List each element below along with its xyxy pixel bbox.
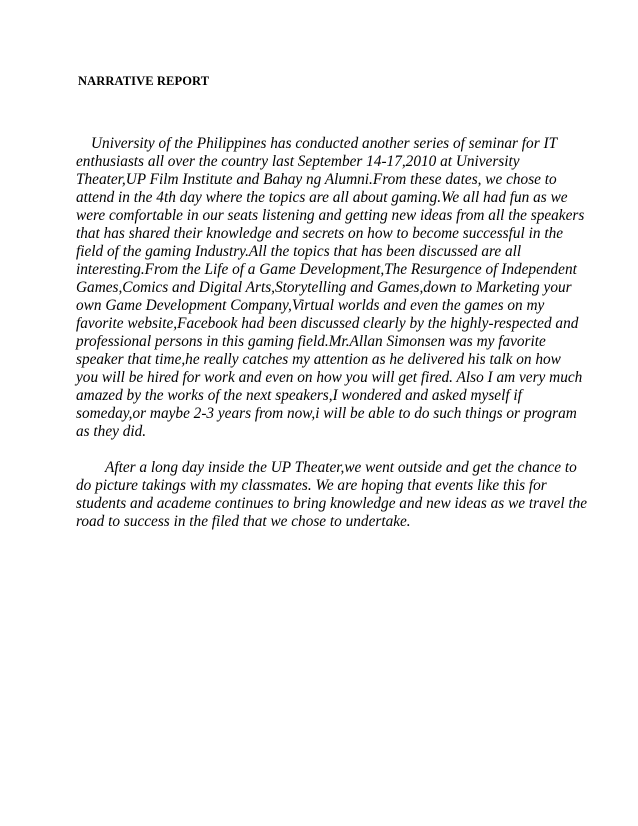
paragraph-1-line: speaker that time,he really catches my attention as he delivered his talk on how xyxy=(76,351,561,368)
paragraph-1-line: Theater,UP Film Institute and Bahay ng Alumni.From these dates, we chose to xyxy=(76,171,557,188)
paragraph-1-line: you will be hired for work and even on how you will get fired. Also I am very much xyxy=(76,369,583,386)
paragraph-2-line: students and academe continues to bring knowledge and new ideas as we travel the xyxy=(76,495,588,512)
paragraph-2-line: do picture takings with my classmates. We are hoping that events like this for xyxy=(76,477,547,494)
paragraph-1-line: own Game Development Company,Virtual worlds and even the games on my xyxy=(76,297,545,314)
paragraph-1-line: enthusiasts all over the country last September 14-17,2010 at University xyxy=(76,153,520,170)
paragraph-1-line: professional persons in this gaming field.Mr.Allan Simonsen was my favorite xyxy=(76,333,546,350)
paragraph-2-line: road to success in the filed that we chose to undertake. xyxy=(76,513,411,530)
paragraph-1-line: amazed by the works of the next speakers,I wondered and asked myself if xyxy=(76,387,522,404)
report-title: NARRATIVE REPORT xyxy=(78,74,210,88)
paragraph-1-line: someday,or maybe 2-3 years from now,i will be able to do such things or program xyxy=(76,405,577,422)
paragraph-1-line: Games,Comics and Digital Arts,Storytelling and Games,down to Marketing your xyxy=(76,279,572,296)
paragraph-1-line: field of the gaming Industry.All the topics that has been discussed are all xyxy=(76,243,522,260)
paragraph-1-line: attend in the 4th day where the topics are all about gaming.We all had fun as we xyxy=(76,189,568,206)
paragraph-1-line: interesting.From the Life of a Game Development,The Resurgence of Independent xyxy=(76,261,577,278)
paragraph-1-line: as they did. xyxy=(76,423,147,440)
paragraph-1-line: University of the Philippines has conducted another series of seminar for IT xyxy=(91,135,558,152)
paragraph-1-line: that has shared their knowledge and secrets on how to become successful in the xyxy=(76,225,564,242)
paragraph-1-line: were comfortable in our seats listening and getting new ideas from all the speakers xyxy=(76,207,585,224)
paragraph-1-line: favorite website,Facebook had been discussed clearly by the highly-respected and xyxy=(76,315,579,332)
paragraph-2-line: After a long day inside the UP Theater,we went outside and get the chance to xyxy=(105,459,577,476)
